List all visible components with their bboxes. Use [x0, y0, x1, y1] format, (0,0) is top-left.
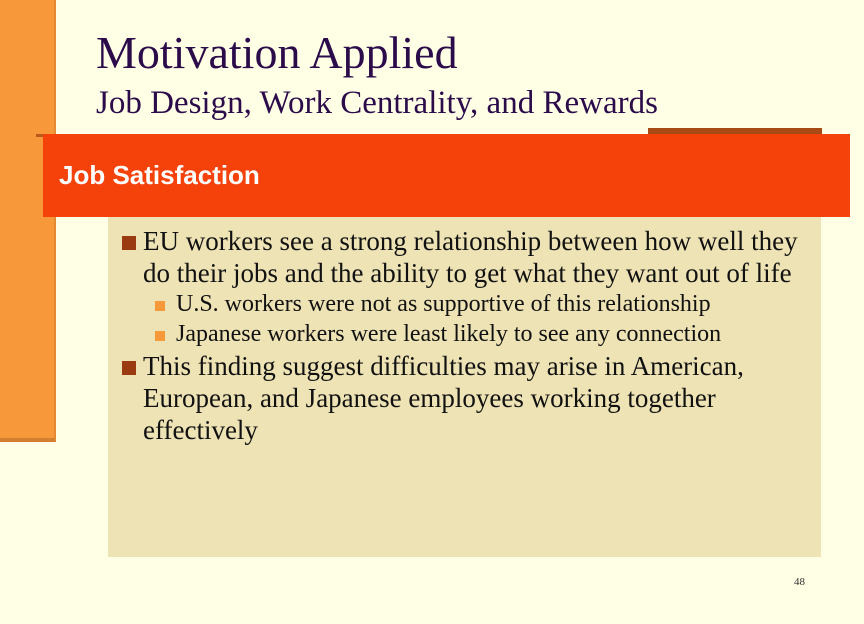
content-box	[108, 217, 821, 557]
bullet-item: This finding suggest difficulties may arise in American, European, and Japanese employees working together effectively	[120, 350, 809, 446]
bullet-item: EU workers see a strong relationship between how well they do their jobs and the ability to get what they want out of life	[120, 225, 809, 289]
sub-bullet-item: Japanese workers were least likely to see any connection	[120, 320, 809, 349]
slide-subtitle: Job Design, Work Centrality, and Rewards	[96, 85, 658, 121]
section-heading: Job Satisfaction	[59, 160, 260, 190]
left-accent-bar	[0, 0, 56, 442]
sub-bullet-item: U.S. workers were not as supportive of this relationship	[120, 290, 809, 319]
page-number: 48	[794, 576, 805, 588]
slide-title: Motivation Applied	[96, 27, 458, 78]
bullet-list	[120, 225, 809, 446]
section-banner	[43, 134, 850, 217]
